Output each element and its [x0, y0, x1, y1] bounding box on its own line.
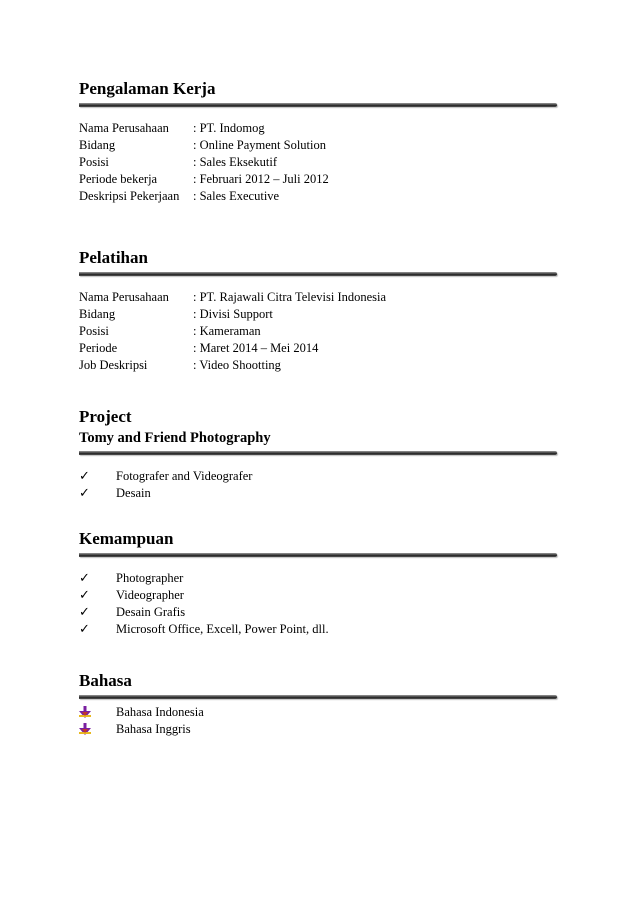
project-subtitle: Tomy and Friend Photography — [79, 430, 271, 446]
detail-value: : Kameraman — [193, 324, 261, 338]
section-bahasa — [79, 671, 557, 738]
detail-label: Posisi — [79, 324, 109, 338]
section-divider — [79, 695, 557, 699]
list-item — [79, 721, 557, 738]
list-item — [79, 587, 557, 604]
down-arrow-bullet-icon — [79, 723, 91, 736]
section-project — [79, 407, 557, 502]
detail-label: Deskripsi Pekerjaan — [79, 189, 180, 203]
list-item — [79, 604, 557, 621]
list-item-text: Desain — [116, 486, 151, 500]
list-item-text: Photographer — [116, 571, 184, 585]
section-pengalaman-kerja — [79, 79, 557, 205]
detail-label: Job Deskripsi — [79, 358, 148, 372]
detail-value: : Februari 2012 – Juli 2012 — [193, 172, 329, 186]
detail-row — [79, 120, 557, 137]
checkmark-icon: ✓ — [79, 469, 90, 484]
checkmark-icon: ✓ — [79, 622, 90, 637]
detail-label: Bidang — [79, 138, 116, 152]
list-item-text: Videographer — [116, 588, 184, 602]
list-item — [79, 485, 557, 502]
language-list — [79, 704, 557, 738]
detail-value: : PT. Indomog — [193, 121, 265, 135]
list-item-text: Bahasa Inggris — [116, 722, 191, 736]
section-divider — [79, 451, 557, 455]
section-kemampuan — [79, 529, 557, 638]
training-details — [79, 289, 557, 374]
checkmark-icon: ✓ — [79, 571, 90, 586]
skills-list — [79, 570, 557, 638]
detail-row — [79, 137, 557, 154]
detail-row — [79, 306, 557, 323]
detail-value: : Divisi Support — [193, 307, 273, 321]
section-divider — [79, 553, 557, 557]
section-title-project: Project — [79, 407, 132, 426]
detail-value: : Online Payment Solution — [193, 138, 326, 152]
list-item — [79, 468, 557, 485]
list-item — [79, 621, 557, 638]
detail-row — [79, 171, 557, 188]
detail-value: : Sales Executive — [193, 189, 280, 203]
detail-label: Periode — [79, 341, 118, 355]
list-item — [79, 704, 557, 721]
section-divider — [79, 272, 557, 276]
detail-label: Posisi — [79, 155, 109, 169]
detail-label: Bidang — [79, 307, 116, 321]
list-item — [79, 570, 557, 587]
detail-label: Nama Perusahaan — [79, 121, 169, 135]
experience-details — [79, 120, 557, 205]
checkmark-icon: ✓ — [79, 486, 90, 501]
down-arrow-bullet-icon — [79, 706, 91, 719]
detail-row — [79, 323, 557, 340]
section-divider — [79, 103, 557, 107]
list-item-text: Fotografer and Videografer — [116, 469, 253, 483]
section-title-kemampuan: Kemampuan — [79, 529, 174, 548]
detail-row — [79, 154, 557, 171]
checkmark-icon: ✓ — [79, 588, 90, 603]
project-list — [79, 468, 557, 502]
detail-value: : Maret 2014 – Mei 2014 — [193, 341, 319, 355]
section-pelatihan — [79, 248, 557, 374]
list-item-text: Microsoft Office, Excell, Power Point, dll. — [116, 622, 329, 636]
list-item-text: Bahasa Indonesia — [116, 705, 204, 719]
detail-row — [79, 289, 557, 306]
detail-label: Periode bekerja — [79, 172, 158, 186]
list-item-text: Desain Grafis — [116, 605, 186, 619]
section-title-pengalaman-kerja: Pengalaman Kerja — [79, 79, 216, 98]
checkmark-icon: ✓ — [79, 605, 90, 620]
detail-label: Nama Perusahaan — [79, 290, 169, 304]
detail-row — [79, 340, 557, 357]
section-title-pelatihan: Pelatihan — [79, 248, 148, 267]
detail-row — [79, 357, 557, 374]
detail-value: : Video Shootting — [193, 358, 281, 372]
detail-value: : Sales Eksekutif — [193, 155, 278, 169]
detail-row — [79, 188, 557, 205]
detail-value: : PT. Rajawali Citra Televisi Indonesia — [193, 290, 387, 304]
section-title-bahasa: Bahasa — [79, 671, 132, 690]
